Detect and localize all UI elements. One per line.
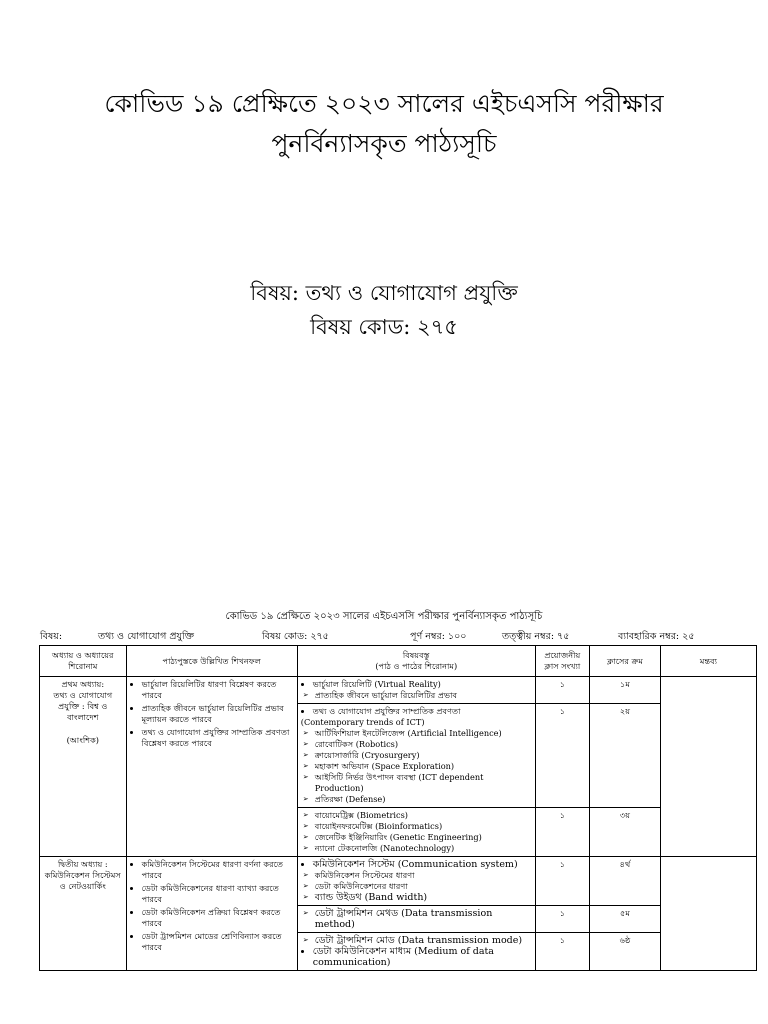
cover-title-line1: কোভিড ১৯ প্রেক্ষিতে ২০২৩ সালের এইচএসসি পরীক্ষার: [104, 89, 664, 118]
content-arrow-list: [301, 810, 532, 854]
outcome-item: • তথ্য ও যোগাযোগ প্রযুক্তির সাম্প্রতিক প্রবণতা বিশ্লেষণ করতে পারবে: [142, 727, 294, 749]
content-sub-item: [302, 843, 532, 854]
order-cell: ৫ম: [589, 906, 660, 933]
table-header-row: [40, 646, 757, 677]
arrow-bullet-icon: ➢: [302, 773, 309, 781]
chapter1-remarks-cell: [660, 677, 756, 857]
content-sub-item-label: রোবোটিকস (Robotics): [314, 739, 399, 749]
header-order: ক্লাসের ক্রম: [589, 646, 660, 677]
classes-cell: ১: [535, 808, 589, 857]
header-remarks: মন্তব্য: [660, 646, 756, 677]
arrow-bullet-icon: ➢: [302, 729, 309, 737]
table-caption: কোভিড ১৯ প্রেক্ষিতে ২০২৩ সালের এইচএসসি পরীক্ষার পুনর্বিন্যাসকৃত পাঠ্যসূচি: [225, 611, 543, 622]
meta-subject-label: বিষয়:: [40, 631, 63, 642]
content-sub-item: [302, 892, 532, 903]
content-bullet-list: [301, 706, 532, 717]
arrow-bullet-icon: ➢: [302, 762, 309, 770]
arrow-bullet-icon: ➢: [302, 844, 309, 852]
order-cell: ২য়: [589, 704, 660, 808]
content-sub-item-label: প্রাত্যহিক জীবনে ভার্চুয়াল রিয়েলিটির প্রভাব: [314, 690, 457, 700]
header-classes: প্রয়োজনীয় ক্লাস সংখ্যা: [535, 646, 589, 677]
header-chapter: অধ্যায় ও অধ্যায়ের শিরোনাম: [40, 646, 127, 677]
content-bullet: [313, 706, 532, 717]
content-sub-item: [302, 772, 532, 794]
content-arrow-list: [301, 728, 532, 805]
content-bullet-list: [301, 946, 532, 968]
content-arrow-list: [301, 870, 532, 903]
chapter2-remarks-cell: [660, 857, 756, 971]
content-arrow-list: [301, 935, 532, 946]
meta-row: [40, 630, 740, 644]
content-arrow-list: [301, 908, 532, 930]
chapter1-row1-content: [297, 677, 535, 704]
arrow-bullet-icon: ➢: [302, 811, 309, 819]
content-sub-item: [302, 739, 532, 750]
content-sub-item-label: ব্যান্ড উইডথ (Band width): [314, 892, 428, 903]
chapter1-row3-content: [297, 808, 535, 857]
cover-subject-line: বিষয়: তথ্য ও যোগাযোগ প্রযুক্তি: [250, 281, 518, 305]
content-sub-item: [302, 881, 532, 892]
order-cell: ৩য়: [589, 808, 660, 857]
chapter1-outcome-list: [130, 679, 294, 749]
content-sub-item: [302, 810, 532, 821]
outcome-item: • প্রাত্যহিক জীবনে ভার্চুয়াল রিয়েলিটির প্রভাব মূল্যায়ন করতে পারবে: [142, 703, 294, 725]
outcome-item: • ডেটা কমিউনিকেশন প্রক্রিয়া বিশ্লেষণ করতে পারবে: [142, 907, 294, 929]
order-cell: ৪র্থ: [589, 857, 660, 906]
cover-code-line: বিষয় কোড: ২৭৫: [310, 315, 458, 339]
meta-subject-value: তথ্য ও যোগাযোগ প্রযুক্তি: [98, 631, 194, 642]
outcome-item: • ডেটা ট্রান্সমিশন মোডের শ্রেণিবিন্যাস করতে পারবে: [142, 931, 294, 953]
chapter1-row2-content: [297, 704, 535, 808]
arrow-bullet-icon: ➢: [302, 871, 309, 879]
chapter2-line2: কমিউনিকেশন সিস্টেমস ও নেটওয়ার্কিং: [44, 870, 121, 891]
arrow-bullet-icon: ➢: [302, 882, 309, 890]
chapter2-row2-content: [297, 906, 535, 933]
cover-title-line2: পুনর্বিন্যাসকৃত পাঠ্যসূচি: [271, 129, 497, 158]
content-sub-item-label: ডেটা ট্রান্সমিশন মেথড (Data transmission method): [314, 908, 493, 930]
meta-code: বিষয় কোড: ২৭৫: [262, 631, 329, 642]
meta-practical-marks: ব্যাবহারিক নম্বর: ২৫: [618, 631, 695, 642]
content-sub-item-label: বায়োমেট্রিক্স (Biometrics): [314, 810, 408, 820]
chapter1-title-cell: [40, 677, 127, 857]
content-sub-item-label: প্রতিরক্ষা (Defense): [314, 794, 386, 804]
cover-title: [0, 84, 768, 164]
outcome-item: • কমিউনিকেশন সিস্টেমের ধারণা বর্ণনা করতে পারবে: [142, 859, 294, 881]
arrow-bullet-icon: ➢: [302, 893, 309, 901]
content-sub-item: [302, 750, 532, 761]
content-bullet: • কমিউনিকেশন সিস্টেম (Communication system): [313, 859, 532, 870]
arrow-bullet-icon: ➢: [302, 740, 309, 748]
chapter2-row1-content: [297, 857, 535, 906]
arrow-bullet-icon: ➢: [302, 822, 309, 830]
outcome-item: • ডেটা কমিউনিকেশনের ধারণা ব্যাখ্যা করতে পারবে: [142, 883, 294, 905]
content-sub-item: [302, 935, 532, 946]
classes-cell: ১: [535, 677, 589, 704]
chapter2-line1: দ্বিতীয় অধ্যায় :: [57, 859, 108, 869]
arrow-bullet-icon: ➢: [302, 833, 309, 841]
content-sub-item: [302, 794, 532, 805]
header-content: [297, 646, 535, 677]
chapter1-line2: তথ্য ও যোগাযোগ প্রযুক্তি : বিশ্ব ও বাংলাদেশ: [53, 690, 113, 722]
content-sub-item-label: বায়োইনফরমেটিক্স (Bioinformatics): [314, 821, 443, 831]
chapter1-partial: (আংশিক): [66, 735, 99, 745]
content-sub-item: [302, 761, 532, 772]
meta-full-marks: পূর্ণ নম্বর: ১০০: [410, 631, 467, 642]
content-bullet-list: [301, 859, 532, 870]
content-sub-item-label: ডেটা ট্রান্সমিশন মোড (Data transmission mode): [314, 935, 523, 946]
cover-subject-block: [0, 276, 768, 344]
header-content-line2: (পাঠ ও পাঠের শিরোনাম): [375, 661, 458, 671]
order-cell: ৬ষ্ঠ: [589, 933, 660, 971]
content-sub-item-label: জেনেটিক ইঞ্জিনিয়ারিং (Genetic Engineering): [314, 832, 482, 842]
content-sub-item-label: আর্টিফিশিয়াল ইনটেলিজেন্স (Artificial Intelligence): [314, 728, 502, 738]
content-bullet-en: (Contemporary trends of ICT): [300, 717, 425, 727]
meta-theory-marks: তত্ত্বীয় নম্বর: ৭৫: [502, 631, 570, 642]
syllabus-table: [39, 645, 757, 971]
chapter1-outcomes-cell: [126, 677, 297, 857]
content-bullet: • ডেটা কমিউনিকেশন মাধ্যম (Medium of data communication): [313, 946, 532, 968]
chapter2-outcome-list: [130, 859, 294, 953]
chapter2-row3-content: [297, 933, 535, 971]
classes-cell: ১: [535, 906, 589, 933]
chapter2-title-cell: [40, 857, 127, 971]
content-sub-item-label: আইসিটি নির্ভর উৎপাদন ব্যবস্থা (ICT dependent Production): [314, 772, 484, 793]
content-bullet-label: • তথ্য ও যোগাযোগ প্রযুক্তির সাম্প্রতিক প্রবণতা: [312, 706, 461, 716]
arrow-bullet-icon: ➢: [302, 751, 309, 759]
arrow-bullet-icon: ➢: [302, 909, 309, 917]
table-row: [40, 857, 757, 906]
chapter1-line1: প্রথম অধ্যায়:: [61, 679, 105, 689]
content-sub-item-label: কমিউনিকেশন সিস্টেমের ধারণা: [314, 870, 415, 880]
arrow-bullet-icon: ➢: [302, 795, 309, 803]
table-row: [40, 677, 757, 704]
content-sub-item: [302, 728, 532, 739]
content-bullet: • ভার্চুয়াল রিয়েলিটি (Virtual Reality): [313, 679, 532, 690]
content-sub-item: [302, 821, 532, 832]
content-sub-item: [302, 870, 532, 881]
outcome-item: • ভার্চুয়াল রিয়েলিটির ধারণা বিশ্লেষণ করতে পারবে: [142, 679, 294, 701]
header-outcomes: পাঠ্যপুস্তকে উল্লিখিত শিখনফল: [126, 646, 297, 677]
header-content-line1: বিষয়বস্তু: [402, 650, 430, 660]
arrow-bullet-icon: ➢: [302, 936, 309, 944]
content-bullet-list: [301, 679, 532, 690]
content-sub-item: [302, 908, 532, 930]
content-sub-item-label: মহাকাশ অভিযান (Space Exploration): [314, 761, 455, 771]
classes-cell: ১: [535, 857, 589, 906]
classes-cell: ১: [535, 704, 589, 808]
content-sub-item: [302, 690, 532, 701]
chapter2-outcomes-cell: [126, 857, 297, 971]
content-sub-item-label: ন্যানো টেকনোলজি (Nanotechnology): [314, 843, 455, 853]
content-arrow-list: [301, 690, 532, 701]
order-cell: ১ম: [589, 677, 660, 704]
arrow-bullet-icon: ➢: [302, 691, 309, 699]
content-sub-item-label: ডেটা কমিউনিকেশনের ধারণা: [314, 881, 408, 891]
classes-cell: ১: [535, 933, 589, 971]
content-sub-item-label: ক্রায়োসার্জারি (Cryosurgery): [314, 750, 420, 760]
content-sub-item: [302, 832, 532, 843]
